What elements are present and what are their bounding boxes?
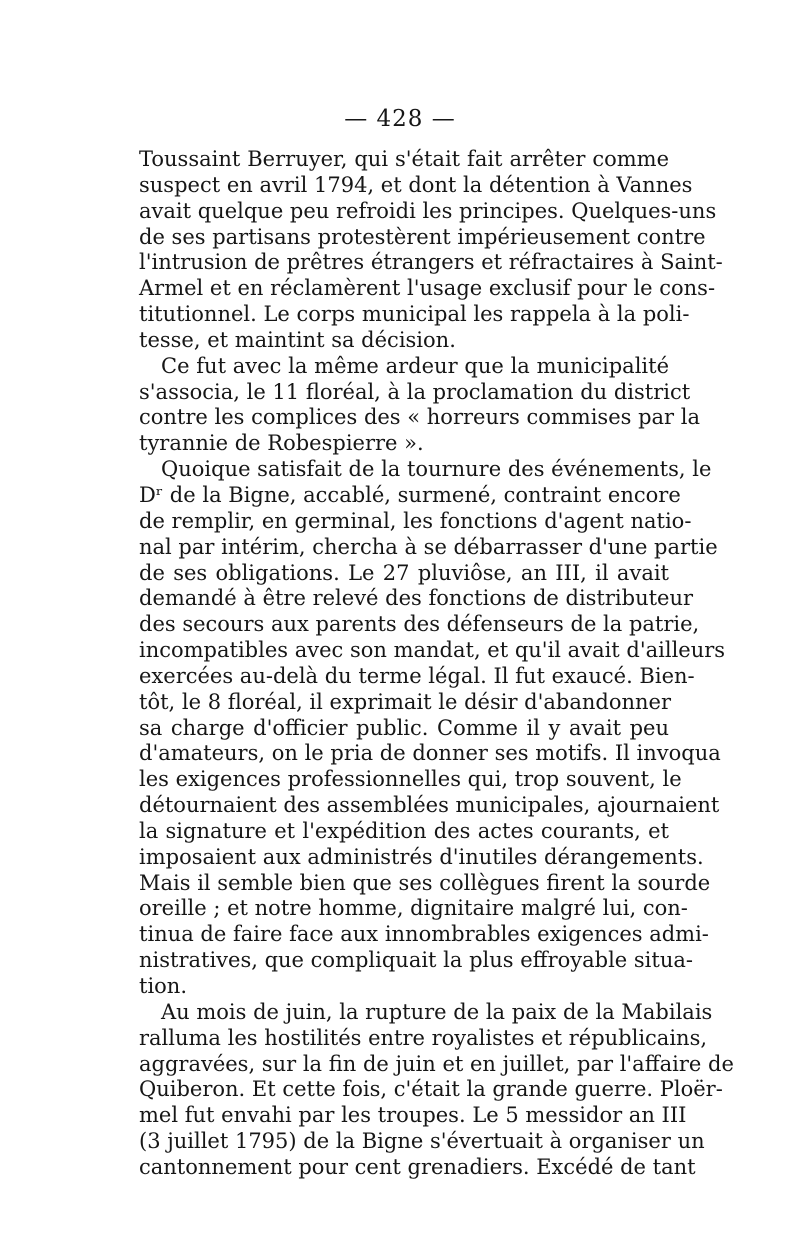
text-line: contre les complices des « horreurs commises par la [139,405,700,430]
text-line: la signature et l'expédition des actes courants, et [139,818,669,843]
text-line: sa charge d'officier public. Comme il y avait peu [139,715,669,740]
text-line: des secours aux parents des défenseurs de la patrie, [139,612,700,637]
text-line: aggravées, sur la fin de juin et en juillet, par l'affaire de [139,1051,734,1076]
text-line: d'amateurs, on le pria de donner ses motifs. Il invoqua [139,741,721,766]
text-line: imposaient aux administrés d'inutiles dérangements. [139,844,704,869]
page-number: — 428 — [344,106,456,132]
text-line: ralluma les hostilités entre royalistes et républicains, [139,1025,708,1050]
text-line: Mais il semble bien que ses collègues firent la sourde [139,870,711,895]
text-line: de remplir, en germinal, les fonctions d'agent natio- [139,508,692,533]
text-line: avait quelque peu refroidi les principes. Quelques-uns [139,198,717,223]
text-line: oreille ; et notre homme, dignitaire malgré lui, con- [139,896,688,921]
text-line: Quiberon. Et cette fois, c'était la grande guerre. Ploër- [139,1077,723,1102]
text-line: s'associa, le 11 floréal, à la proclamation du district [139,379,691,404]
text-line: tinua de faire face aux innombrables exigences admi- [139,922,709,947]
text-line: demandé à être relevé des fonctions de distributeur [139,586,694,611]
text-line: mel fut envahi par les troupes. Le 5 messidor an III [139,1103,687,1128]
text-line: détournaient des assemblées municipales, ajournaient [139,793,720,818]
text-line: nistratives, que compliquait la plus effroyable situa- [139,948,693,973]
text-line: tôt, le 8 floréal, il exprimait le désir d'abandonner [139,689,671,714]
text-line: exercées au-delà du terme légal. Il fut exaucé. Bien- [139,663,695,688]
text-line: Ce fut avec la même ardeur que la municipalité [161,353,669,378]
text-line: cantonnement pour cent grenadiers. Excédé de tant [139,1154,696,1179]
text-line: Armel et en réclamèrent l'usage exclusif pour le cons- [139,276,716,301]
text-line: de ses obligations. Le 27 pluviôse, an III, il avait [139,560,669,585]
text-line: (3 juillet 1795) de la Bigne s'évertuait à organiser un [139,1129,705,1154]
text-line: Toussaint Berruyer, qui s'était fait arrêter comme [139,147,669,171]
text-line: titutionnel. Le corps municipal les rappela à la poli- [139,302,690,327]
text-line: suspect en avril 1794, et dont la détention à Vannes [139,172,693,197]
body-text [139,147,734,1181]
text-line: tion. [139,974,187,998]
text-line: tyrannie de Robespierre ». [139,431,424,456]
text-line: incompatibles avec son mandat, et qu'il avait d'ailleurs [139,638,726,663]
text-line: Quoique satisfait de la tournure des événements, le [161,457,712,482]
text-line: les exigences professionnelles qui, trop souvent, le [139,767,682,792]
text-line: l'intrusion de prêtres étrangers et réfractaires à Saint- [139,250,723,275]
text-line: de ses partisans protestèrent impérieusement contre [139,224,706,249]
text-line: Au mois de juin, la rupture de la paix de la Mabilais [161,999,713,1024]
text-line: tesse, et maintint sa décision. [139,327,456,352]
text-line: nal par intérim, chercha à se débarrasser d'une partie [139,534,718,559]
text-line: Dʳ de la Bigne, accablé, surmené, contraint encore [139,482,681,507]
